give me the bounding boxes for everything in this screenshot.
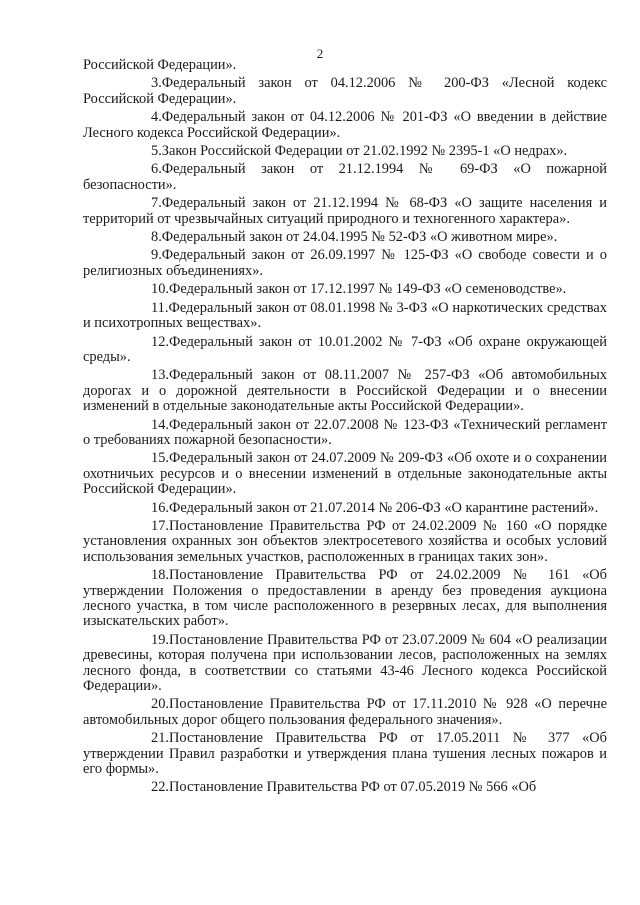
- list-item: [83, 301, 607, 332]
- list-item: [83, 196, 607, 227]
- law-list: [83, 58, 607, 799]
- list-item-number: 4.: [151, 109, 162, 126]
- list-item-text: Федеральный закон от 21.12.1994 № 68-ФЗ «О защите населения и территорий от чрезвычайных ситуаций природного и техногенного характера».: [83, 195, 607, 227]
- list-item: [83, 230, 607, 245]
- list-item-number: 20.: [151, 696, 169, 713]
- list-item-number: 9.: [151, 247, 162, 264]
- list-item-text: Закон Российской Федерации от 21.02.1992 № 2395-1 «О недрах».: [161, 143, 568, 160]
- list-item: [83, 697, 607, 728]
- list-item: [83, 335, 607, 366]
- list-item-number: 17.: [151, 517, 169, 534]
- list-item-text: Федеральный закон от 04.12.2006 № 201-ФЗ «О введении в действие Лесного кодекса Российской Федерации».: [83, 109, 607, 141]
- list-item-text: Федеральный закон от 24.04.1995 № 52-ФЗ «О животном мире».: [161, 229, 558, 246]
- list-item-number: 3.: [151, 75, 162, 92]
- list-item-number: 13.: [151, 367, 169, 384]
- list-item: [83, 780, 607, 795]
- list-item: [83, 568, 607, 630]
- list-item-text: Постановление Правительства РФ от 24.02.2009 № 161 «Об утверждении Положения о предоставлении в аренду без проведения аукциона лесного участка, в том числе расположенного в резервных лесах, для выполнения изыскательских работ».: [83, 567, 607, 630]
- page-number: 2: [316, 46, 324, 61]
- list-item-number: 14.: [151, 416, 169, 433]
- list-item-number: 6.: [151, 161, 162, 178]
- list-item-text: Федеральный закон от 21.07.2014 № 206-ФЗ «О карантине растений».: [169, 499, 599, 516]
- list-item: [83, 633, 607, 695]
- list-item: [83, 418, 607, 449]
- list-item-text: Федеральный закон от 22.07.2008 № 123-ФЗ «Технический регламент о требованиях пожарной безопасности».: [83, 416, 607, 448]
- list-item-number: 5.: [151, 143, 162, 160]
- list-item-text: Федеральный закон от 08.01.1998 № 3-ФЗ «О наркотических средствах и психотропных веществах».: [83, 299, 607, 332]
- list-item: [83, 519, 607, 565]
- list-item-number: 19.: [151, 631, 169, 648]
- list-item-text: Федеральный закон от 10.01.2002 № 7-ФЗ «Об охране окружающей среды».: [83, 333, 607, 365]
- list-item-number: 7.: [151, 195, 162, 212]
- list-item-number: 10.: [151, 281, 169, 298]
- list-item-text: Федеральный закон от 24.07.2009 № 209-ФЗ «Об охоте и о сохранении охотничьих ресурсов и о внесении изменений в отдельные законодательные акты Российской Федерации».: [83, 450, 607, 498]
- list-item-number: 22.: [151, 779, 169, 796]
- list-item: [83, 282, 607, 297]
- list-item: [83, 248, 607, 279]
- list-item-text: Федеральный закон от 08.11.2007 № 257-ФЗ «Об автомобильных дорогах и о дорожной деятельности в Российской Федерации и о внесении изменений в отдельные законодательные акты Российской Федерации».: [83, 367, 607, 415]
- list-item: [83, 451, 607, 497]
- list-item-text: Постановление Правительства РФ от 17.05.2011 № 377 «Об утверждении Правил разработки и утверждения плана тушения лесных пожаров и его формы».: [83, 730, 607, 778]
- list-item-number: 12.: [151, 333, 169, 350]
- list-item: [83, 110, 607, 141]
- list-item-text: Федеральный закон от 04.12.2006 № 200-ФЗ «Лесной кодекс Российской Федерации».: [83, 75, 607, 107]
- list-item-text: Постановление Правительства РФ от 24.02.2009 № 160 «О порядке установления охранных зон объектов электросетевого хозяйства и особых условий использования земельных участков, расположенных в границах таких зон».: [83, 517, 607, 565]
- list-item: [83, 368, 607, 414]
- list-item-number: 15.: [151, 450, 169, 467]
- list-item-text: Постановление Правительства РФ от 17.11.2010 № 928 «О перечне автомобильных дорог общего пользования федерального значения».: [83, 696, 607, 728]
- list-item-number: 11.: [151, 299, 169, 316]
- list-item-number: 21.: [151, 730, 169, 747]
- list-item-text: Федеральный закон от 26.09.1997 № 125-ФЗ «О свободе совести и о религиозных объединениях».: [83, 247, 607, 279]
- list-items: [83, 76, 607, 795]
- list-item: [83, 162, 607, 193]
- list-item-text: Федеральный закон от 21.12.1994 № 69-ФЗ «О пожарной безопасности».: [83, 161, 607, 193]
- list-item: [83, 144, 607, 159]
- list-item-number: 16.: [151, 499, 169, 516]
- list-item-text: Федеральный закон от 17.12.1997 № 149-ФЗ «О семеноводстве».: [169, 281, 567, 298]
- list-item-text: Постановление Правительства РФ от 23.07.2009 № 604 «О реализации древесины, которая получена при использовании лесов, расположенных на землях лесного фонда, в соответствии со статьями 43-46 Лесного кодекса Российской Федерации».: [83, 631, 607, 695]
- lead-fragment: Российской Федерации».: [83, 57, 237, 73]
- list-item-text: Постановление Правительства РФ от 07.05.2019 № 566 «Об: [169, 779, 537, 796]
- list-item: [83, 76, 607, 107]
- list-item: [83, 731, 607, 777]
- list-item-number: 18.: [151, 567, 169, 584]
- list-item: [83, 501, 607, 516]
- list-item-number: 8.: [151, 229, 162, 246]
